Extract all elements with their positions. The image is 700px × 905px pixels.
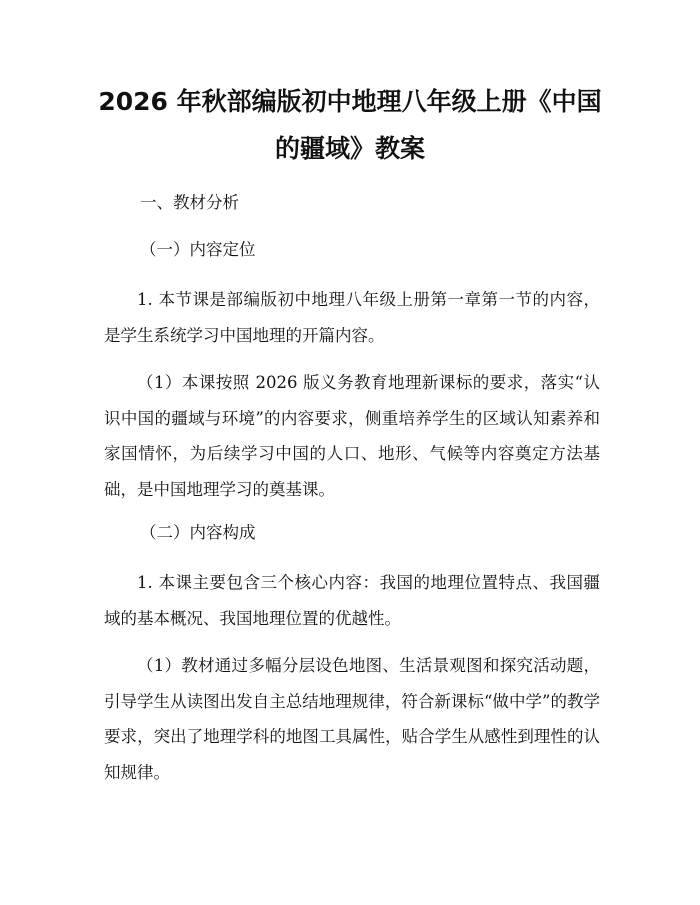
subsection-heading-content-positioning: （一）内容定位 (140, 240, 256, 259)
document-title-line-2: 的疆域》教案 (274, 134, 425, 163)
paragraph-textbook-materials: （1）教材通过多幅分层设色地图、生活景观图和探究活动题，引导学生从读图出发自主总结地理规律，符合新课标“做中学”的教学要求，突出了地理学科的地图工具属性，贴合学生从感性到理性的认知规律。 (104, 656, 600, 782)
subsection-heading-content-composition: （二）内容构成 (140, 523, 256, 542)
document-title-line-1: 2026 年秋部编版初中地理八年级上册《中国 (98, 87, 602, 116)
paragraph-core-contents: 1. 本课主要包含三个核心内容：我国的地理位置特点、我国疆域的基本概况、我国地理位置的优越性。 (104, 573, 600, 628)
paragraph-curriculum-standard: （1）本课按照 2026 版义务教育地理新课标的要求，落实“认识中国的疆域与环境”的内容要求，侧重培养学生的区域认知素养和家国情怀，为后续学习中国的人口、地形、气候等内容奠定方法基础，是中国地理学习的奠基课。 (104, 373, 600, 499)
section-heading-textbook-analysis: 一、教材分析 (140, 193, 239, 212)
paragraph-lesson-position: 1. 本节课是部编版初中地理八年级上册第一章第一节的内容，是学生系统学习中国地理的开篇内容。 (104, 290, 600, 345)
